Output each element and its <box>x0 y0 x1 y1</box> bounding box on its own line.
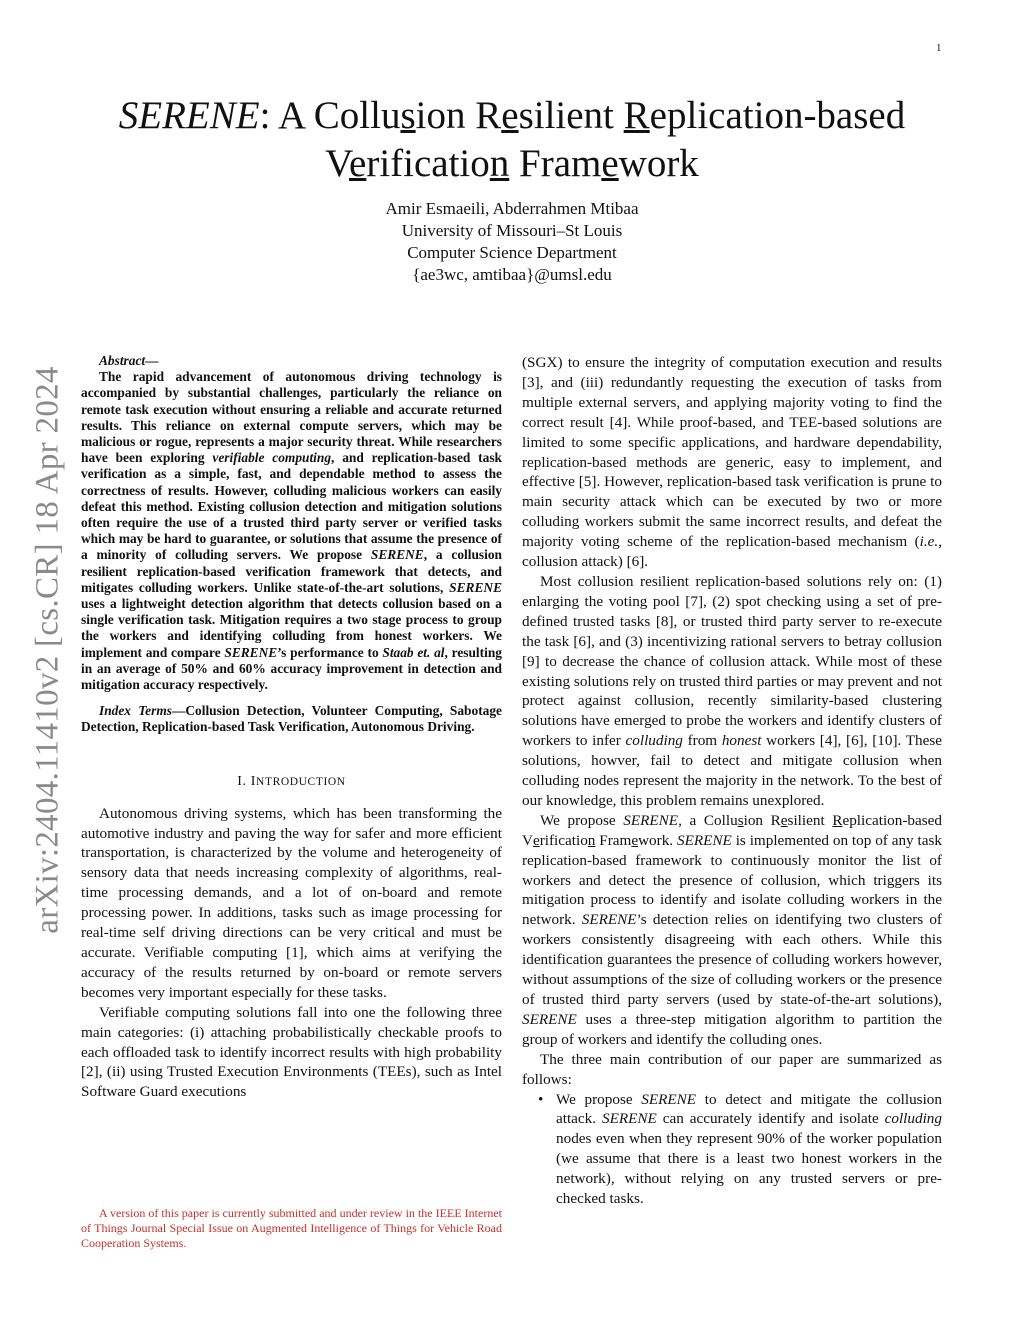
intro-paragraph-1: Autonomous driving systems, which has been transforming the automotive industry and paving the way for safer and more efficient transportation, is characterized by the volume and heterogeneity of sensory data that needs increasing complexity of algorithms, real-time processing demands, and a lot of on-board and remote processing power. In additions, tasks such as image processing for real-time self driving directions can be very critical and must be accurate. Verifiable computing [1], which aims at verifying the accuracy of the results returned by on-board or remote servers becomes very important especially for these tasks. <box>81 804 502 1001</box>
footnote: A version of this paper is currently submitted and under review in the IEEE Internet of Things Journal Special Issue on Augmented Intelligence of Things for Vehicle Road Cooperation Systems. <box>81 1206 502 1250</box>
page-number: 1 <box>936 42 942 54</box>
right-paragraph-1: (SGX) to ensure the integrity of computation execution and results [3], and (iii) redundantly requesting the execution of tasks from multiple external servers, and applying majority voting to find the correct result [4]. While proof-based, and TEE-based solutions are limited to some specific applications, and hardware dependability, replication-based methods are generic, easy to implement, and effective [5]. However, replication-based task verification is prune to main security attack which can be executed by two or more colluding workers submit the same incorrect results, and defeat the majority voting scheme of the replication-based mechanism (i.e., collusion attack) [6]. <box>522 354 942 571</box>
left-column <box>81 353 502 1102</box>
contribution-list <box>522 1090 942 1209</box>
author-affiliation: University of Missouri–St Louis <box>401 221 623 240</box>
right-paragraph-2: Most collusion resilient replication-based solutions rely on: (1) enlarging the voting pool [7], (2) spot checking using a set of pre-defined trusted tasks [8], or trusted third party server to re-execute the task [6], and (3) incentivizing rational servers to betray collusion [9] to decrease the chance of collusion attack. While most of these existing solutions rely on trusted third parties or may prevent and not protect against collusion, recently similarity-based clustering solutions have emerged to probe the workers and identify clusters of workers to infer colluding from honest workers [4], [6], [10]. These solutions, howver, fail to detect and mitigate collusion when colluding nodes represent the majority in the network. To the best of our knowledge, this problem remains unexplored. <box>522 572 943 809</box>
author-names: Amir Esmaeili, Abderrahmen Mtibaa <box>385 199 639 218</box>
title-line-2: Verification Framework <box>325 142 699 185</box>
author-email: {ae3wc, amtibaa}@umsl.edu <box>412 265 612 284</box>
author-department: Computer Science Department <box>407 243 617 262</box>
right-paragraph-3: We propose SERENE, a Collusion Resilient Replication-based Verification Framework. SERENE is implemented on top of any task replication-based framework to continuously monitor the list of workers and detect the presence of collusion, which triggers its mitigation process to identify and isolate colluding workers in the network. SERENE’s detection relies on identifying two clusters of workers consistently disagreeing with each others. While this identification guarantees the presence of colluding workers however, without assumptions of the size of colluding workers or the presence of trusted third party servers (used by state-of-the-art solutions), SERENE uses a three-step mitigation algorithm to partition the group of workers and identify the colluding ones. <box>522 811 942 1048</box>
list-item: • We propose SERENE to detect and mitigate the collusion attack. SERENE can accurately identify and isolate colluding nodes even when they represent 90% of the worker population (we assume that there is a least two honest workers in the network), without relying on any trusted servers or pre-checked tasks. <box>556 1090 942 1209</box>
author-block <box>312 198 712 286</box>
abstract-label: Abstract— <box>99 353 159 368</box>
right-paragraph-4: The three main contribution of our paper are summarized as follows: <box>522 1050 942 1088</box>
abstract-body: The rapid advancement of autonomous driving technology is accompanied by substantial challenges, particularly the reliance on remote task execution without ensuring a reliable and accurate returned results. This reliance on external compute servers, which may be malicious or rogue, represents a major security threat. While researchers have been exploring verifiable computing, and replication-based task verification as a simple, fast, and dependable method to assess the correctness of results. However, colluding malicious workers can easily defeat this method. Existing collusion detection and mitigation solutions often require the use of a trusted third party server or verified tasks which may be hard to guarantee, or solutions that assume the presence of a minority of colluding servers. We propose SERENE, a collusion resilient replication-based verification framework that detects, and mitigates colluding workers. Unlike state-of-the-art solutions, SERENE uses a lightweight detection algorithm that detects collusion based on a single verification task. Mitigation requires a two stage process to group the workers and identifying colluding from honest workers. We implement and compare SERENE’s performance to Staab et. al, resulting in an average of 50% and 60% accuracy improvement in detection and mitigation accuracy respectively. <box>81 369 502 693</box>
paper-title <box>60 92 964 188</box>
right-column <box>522 353 942 1209</box>
index-terms: Index Terms—Collusion Detection, Volunteer Computing, Sabotage Detection, Replication-based Task Verification, Autonomous Driving. <box>81 703 502 735</box>
title-line-1: SERENE: A Collusion Resilient Replication-based <box>118 94 906 137</box>
section-heading-introduction: I. INTRODUCTION <box>237 773 346 789</box>
intro-paragraph-2: Verifiable computing solutions fall into one the following three main categories: (i) attaching probabilistically checkable proofs to each offloaded task to identify incorrect results with high probability [2], (ii) using Trusted Execution Environments (TEEs), such as Intel Software Guard executions <box>81 1003 502 1101</box>
arxiv-identifier: arXiv:2404.11410v2 [cs.CR] 18 Apr 2024 <box>29 366 66 934</box>
abstract <box>81 353 502 693</box>
